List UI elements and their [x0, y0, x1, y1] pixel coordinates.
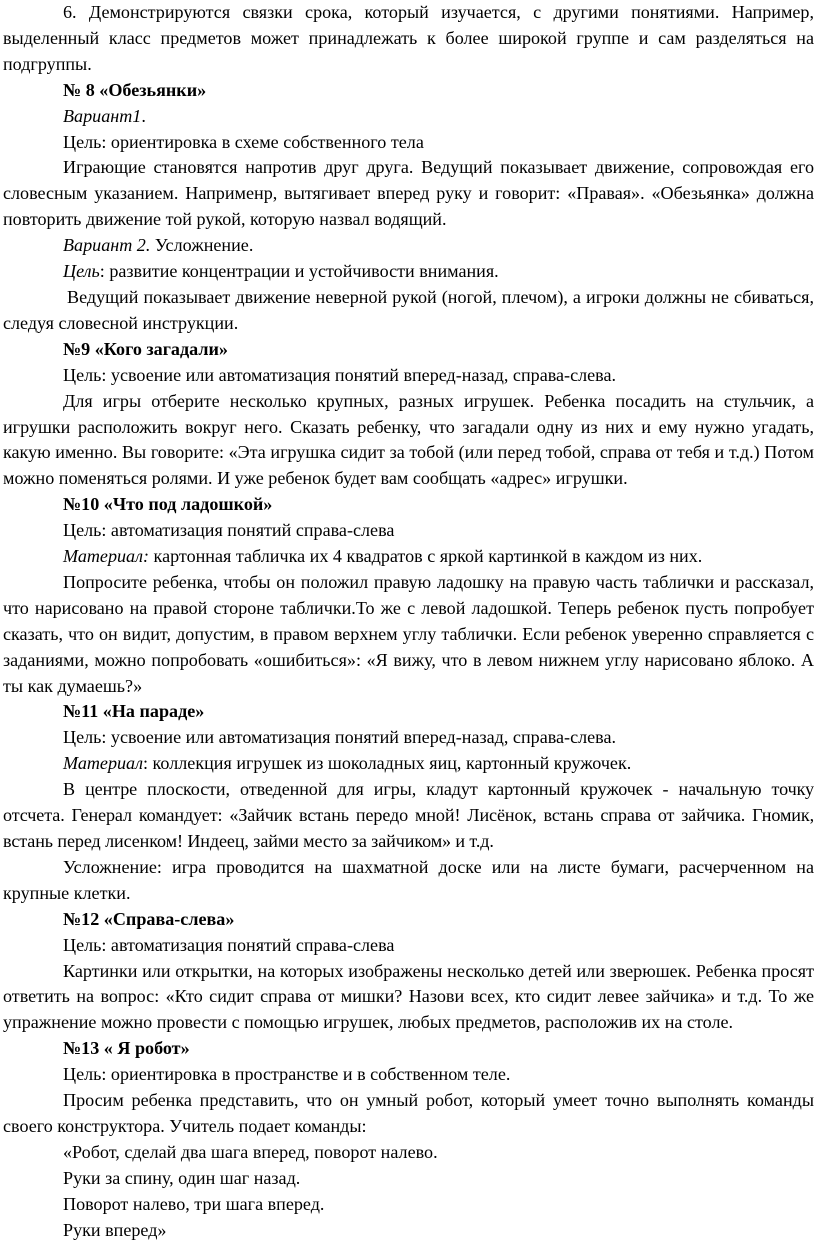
game-8-goal-1: Цель: ориентировка в схеме собственного тела [63, 131, 424, 152]
game-12-body: Картинки или открытки, на которых изображены несколько детей или зверюшек. Ребенка просят ответить на вопрос: «Кто сидит справа от мишки? Назови всех, кто сидит левее зайчика» и т.д. То же упражнение можно провести с помощью игрушек, любых предметов, расположив их на столе. [3, 960, 814, 1033]
game-9-goal: Цель: усвоение или автоматизация понятий вперед-назад, справа-слева. [63, 364, 617, 385]
game-8-body-1: Играющие становятся напротив друг друга. Ведущий показывает движение, сопровождая его словесным указанием. Наприменр, вытягивает вперед руку и говорит: «Правая». «Обезьянка» должна повторить движение той рукой, которую назвал водящий. [3, 157, 814, 230]
variant-1-label: Вариант1 [63, 105, 142, 126]
goal-2-text: : развитие концентрации и устойчивости внимания. [99, 261, 499, 282]
game-10-title: №10 «Что под ладошкой» [63, 494, 273, 515]
game-10-material [3, 544, 814, 570]
game-10-goal: Цель: автоматизация понятий справа-слева [63, 520, 395, 541]
robot-command-2: Руки за спину, один шаг назад. [63, 1167, 301, 1188]
goal-2-label: Цель [63, 261, 100, 282]
game-8-body-2: Ведущий показывает движение неверной рукой (ногой, плечом), а игроки должны не сбиваться, следуя словесной инструкции. [3, 286, 814, 333]
robot-command-3: Поворот налево, три шага вперед. [63, 1193, 325, 1214]
variant-1-tail: . [141, 105, 146, 126]
game-11-goal: Цель: усвоение или автоматизация понятий вперед-назад, справа-слева. [63, 727, 617, 748]
game-11-complication: Усложнение: игра проводится на шахматной доске или на листе бумаги, расчерченном на крупные клетки. [3, 856, 814, 903]
variant-2-tail: Усложнение. [150, 235, 254, 256]
robot-command-4: Руки вперед» [63, 1219, 167, 1240]
game-13-body: Просим ребенка представить, что он умный робот, который умеет точно выполнять команды своего конструктора. Учитель подает команды: [3, 1090, 814, 1136]
game-9-body: Для игры отберите несколько крупных, разных игрушек. Ребенка посадить на стульчик, а игрушки расположить вокруг него. Сказать ребенку, что загадали одну из них и ему нужно угадать, какую именно. Вы говорите: «Эта игрушка сидит за тобой (или перед тобой, справа от тебя и т.д.) Потом можно поменяться ролями. И уже ребенок будет вам сообщать «адрес» игрушки. [3, 390, 814, 489]
material-text: : коллекция игрушек из шоколадных яиц, картонный кружочек. [143, 753, 632, 774]
game-12-goal: Цель: автоматизация понятий справа-слева [63, 934, 395, 955]
material-label: Материал: [63, 546, 150, 567]
game-9-title: №9 «Кого загадали» [63, 338, 228, 359]
game-11-body: В центре плоскости, отведенной для игры, кладут картонный кружочек - начальную точку отсчета. Генерал командует: «Зайчик встань передо мной! Лисёнок, встань справа от зайчика. Гномик, встань перед лисенком! Индеец, займи место за зайчиком» и т.д. [3, 779, 814, 851]
game-8-title: № 8 «Обезьянки» [63, 79, 207, 100]
robot-command-1: «Робот, сделай два шага вперед, поворот налево. [63, 1141, 438, 1162]
game-12-title: №12 «Справа-слева» [63, 908, 235, 929]
game-13-goal: Цель: ориентировка в пространстве и в собственном теле. [63, 1064, 511, 1085]
intro-paragraph: 6. Демонстрируются связки срока, который изучается, с другими понятиями. Например, выделенный класс предметов может принадлежать к более широкой группе и сам разделяться на подгруппы. [3, 2, 814, 74]
material-label: Материал [63, 753, 143, 774]
material-text: картонная табличка их 4 квадратов с яркой картинкой в каждом из них. [149, 546, 703, 567]
game-11-title: №11 «На параде» [63, 701, 205, 722]
game-8-variant-2 [3, 233, 814, 259]
game-8-variant-1 [3, 104, 814, 130]
game-13-title: №13 « Я робот» [63, 1038, 190, 1059]
game-10-body: Попросите ребенка, чтобы он положил правую ладошку на правую часть таблички и рассказал, что нарисовано на правой стороне таблички.То же с левой ладошкой. Теперь ребенок пусть попробует сказать, что он видит, допустим, в правом верхнем углу таблички. Если ребенок уверенно справляется с заданиями, можно попробовать «ошибиться»: «Я вижу, что в левом нижнем углу нарисовано яблоко. А ты как думаешь?» [3, 571, 814, 696]
game-8-goal-2 [3, 259, 814, 285]
game-11-material [3, 751, 814, 777]
variant-2-label: Вариант 2. [63, 235, 151, 256]
